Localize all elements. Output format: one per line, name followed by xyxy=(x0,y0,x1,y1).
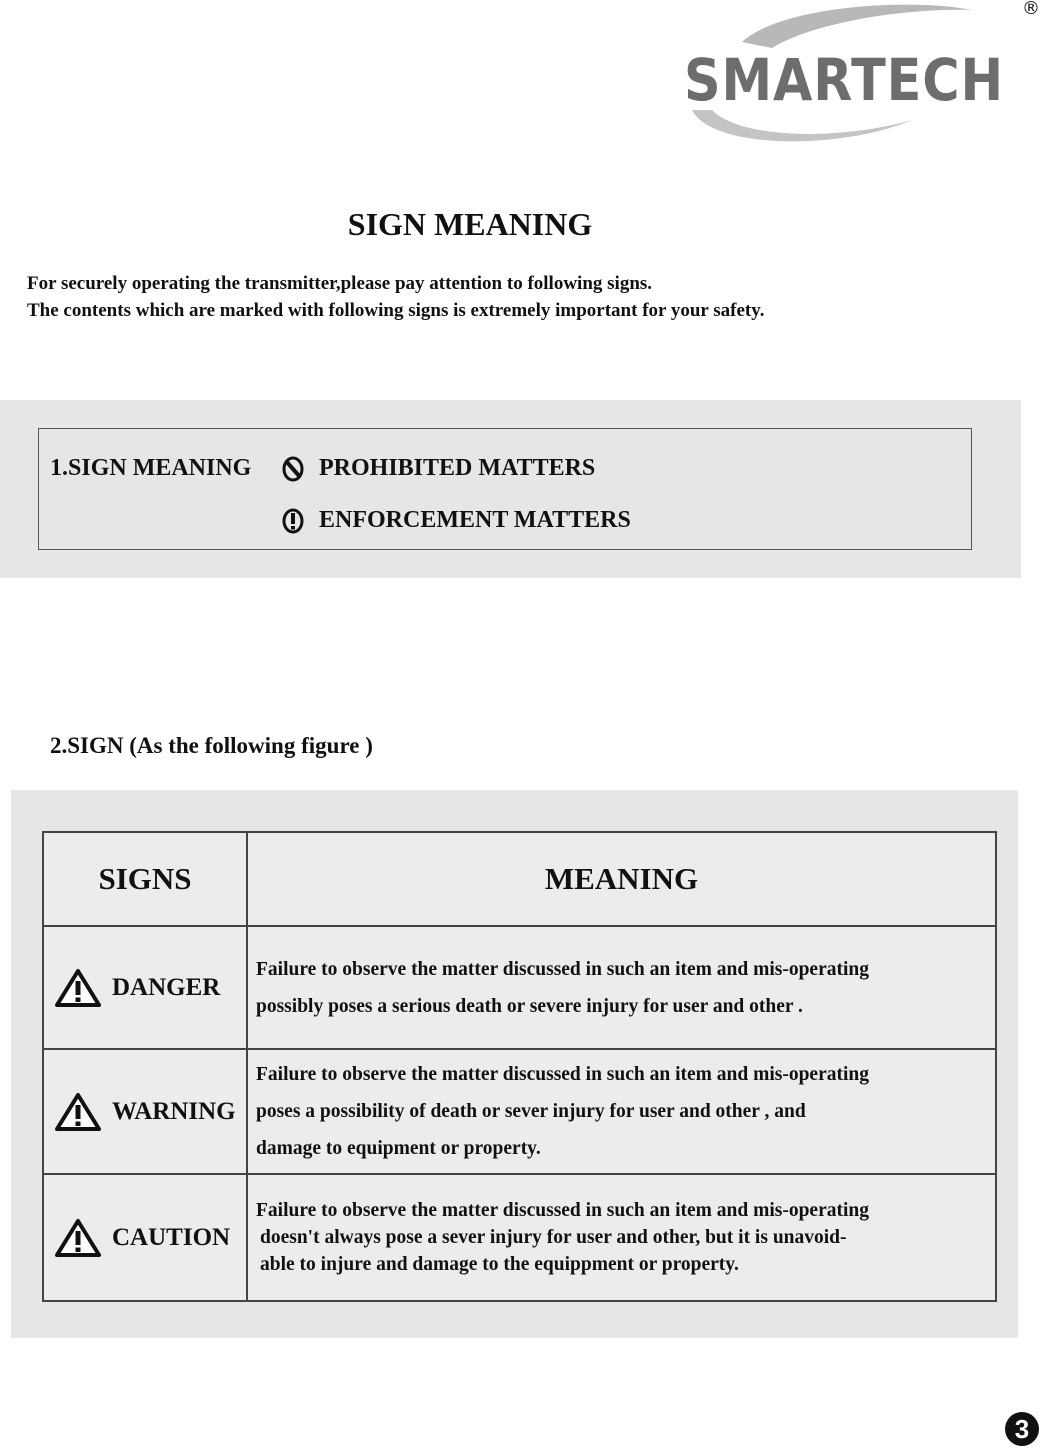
smartech-logo xyxy=(672,0,1017,150)
danger-sign-cell xyxy=(43,926,247,1049)
table-row xyxy=(43,1174,996,1301)
caution-line-1: Failure to observe the matter discussed in such an item and mis-operating xyxy=(256,1200,869,1221)
warning-triangle-icon xyxy=(54,1218,102,1258)
warning-meaning xyxy=(247,1049,996,1174)
caution-line-3: able to injure and damage to the equippment or property. xyxy=(260,1254,739,1275)
caution-line-2: doesn't always pose a sever injury for user and other, but it is unavoid- xyxy=(260,1227,847,1248)
caution-meaning xyxy=(247,1174,996,1301)
danger-meaning xyxy=(247,926,996,1049)
meaning-header: MEANING xyxy=(247,832,996,926)
warning-sign-cell xyxy=(43,1049,247,1174)
prohibited-matters-text: PROHIBITED MATTERS xyxy=(319,455,596,481)
table-row xyxy=(43,926,996,1049)
section1-label: 1.SIGN MEANING xyxy=(50,455,252,481)
intro-line-1: For securely operating the transmitter,please pay attention to following signs. xyxy=(27,273,653,294)
danger-line-1: Failure to observe the matter discussed in such an item and mis-operating xyxy=(256,958,869,980)
page-title: SIGN MEANING xyxy=(347,206,593,242)
danger-line-2: possibly poses a serious death or severe injury for user and other . xyxy=(256,995,803,1017)
warning-line-3: damage to equipment or property. xyxy=(256,1138,541,1159)
enforcement-matters-text: ENFORCEMENT MATTERS xyxy=(319,507,631,533)
enforcement-icon xyxy=(281,507,305,540)
warning-line-1: Failure to observe the matter discussed in such an item and mis-operating xyxy=(256,1064,869,1085)
signs-table xyxy=(42,831,997,1302)
danger-label: DANGER xyxy=(112,973,221,1001)
svg-text:SMARTECH: SMARTECH xyxy=(684,46,1004,114)
warning-label: WARNING xyxy=(112,1097,236,1125)
caution-label: CAUTION xyxy=(112,1223,231,1251)
table-row xyxy=(43,1049,996,1174)
warning-triangle-icon xyxy=(54,1092,102,1132)
prohibited-icon xyxy=(281,455,305,488)
page-number: 3 xyxy=(1005,1412,1039,1446)
registered-mark: ® xyxy=(1022,0,1040,19)
section2-label: 2.SIGN (As the following figure ) xyxy=(50,733,373,758)
signs-header: SIGNS xyxy=(43,832,247,926)
warning-line-2: poses a possibility of death or sever injury for user and other , and xyxy=(256,1101,806,1122)
intro-line-2: The contents which are marked with following signs is extremely important for your safety. xyxy=(27,300,765,321)
table-header-row xyxy=(43,832,996,926)
warning-triangle-icon xyxy=(54,968,102,1008)
caution-sign-cell xyxy=(43,1174,247,1301)
